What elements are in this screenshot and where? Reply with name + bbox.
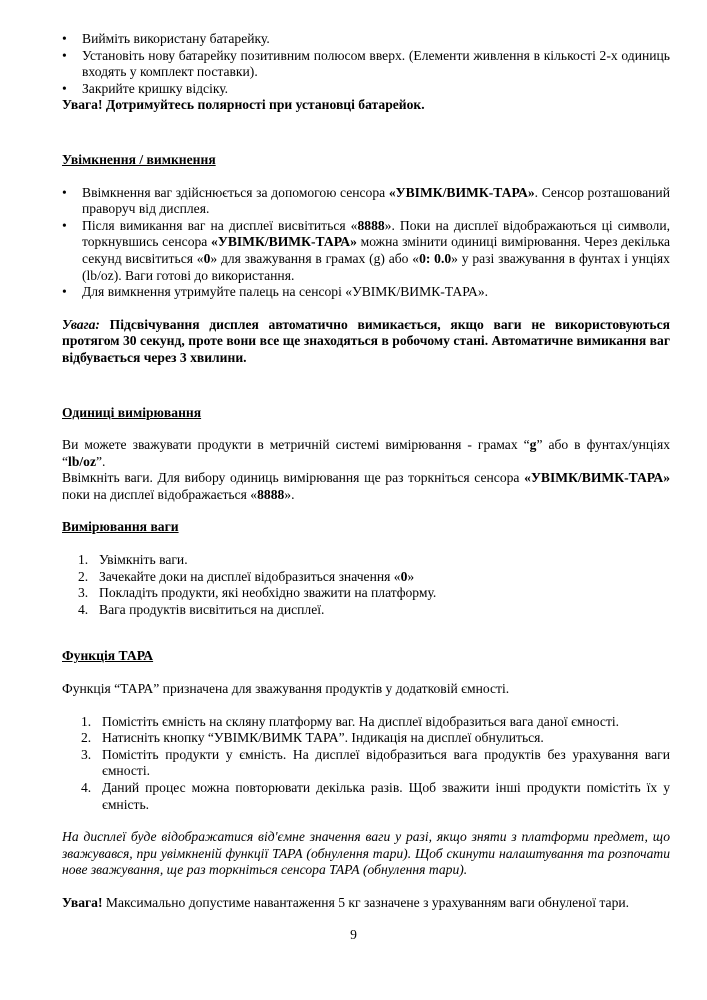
document-page (62, 31, 670, 912)
list-item: • Для вимкнення утримуйте палець на сенсорі «УВІМК/ВИМК-ТАРА». (62, 284, 670, 301)
weighing-steps-list (62, 552, 670, 618)
section-heading-weighing: Вимірювання ваги (62, 519, 179, 535)
battery-warning: Увага! Дотримуйтесь полярності при установці батарейок. (62, 97, 425, 113)
list-item: 4. Вага продуктів висвітиться на дисплеї. (78, 601, 325, 617)
list-item: • Установіть нову батарейку позитивним полюсом вверх. (Елементи живлення в кількості 2-х одиниць входять у комплект поставки). (62, 48, 670, 81)
tare-intro: Функція “ТАРА” призначена для зважування продуктів у додатковій ємності. (62, 681, 510, 697)
page-number: 9 (350, 927, 357, 942)
tare-warning: Увага! Максимально допустиме навантаження 5 кг зазначене з урахуванням ваги обнуленої тари. (62, 894, 630, 910)
list-item: • Закрийте кришку відсіку. (62, 81, 670, 98)
list-item: • Вийміть використану батарейку. (62, 31, 670, 48)
power-list (62, 185, 670, 301)
list-item: 2. Зачекайте доки на дисплеї відобразиться значення «0» (78, 568, 415, 584)
list-item: 3. Покладіть продукти, які необхідно зважити на платформу. (78, 585, 437, 601)
list-item: 3. Помістіть продукти у ємність. На дисплеї відобразиться вага продуктів без урахування ваги ємності. (81, 746, 670, 779)
list-item: 1. Помістіть ємність на скляну платформу ваг. На дисплеї відобразиться вага даної ємності. (81, 713, 620, 729)
section-heading-units: Одиниці вимірювання (62, 404, 202, 420)
tare-steps-list (62, 714, 670, 814)
tare-italic-note: На дисплеї буде відображатися від'ємне значення ваги у разі, якщо зняти з платформи предмет, що зважувався, при увімкненій функції ТАРА (обнулення тари). Щоб скинути налаштування та розпочати нове зважування, ще раз торкніться сенсора ТАРА (обнулення тари). (62, 829, 670, 878)
units-paragraph-1: Ви можете зважувати продукти в метричній системі вимірювання - грамах “g” або в фунтах/унціях “lb/oz”. (62, 437, 670, 469)
list-item: • Ввімкнення ваг здійснюється за допомогою сенсора «УВІМК/ВИМК-ТАРА». Сенсор розташований праворуч від дисплея. (62, 185, 670, 218)
section-heading-tare: Функція ТАРА (62, 648, 154, 664)
list-item: • Після вимикання ваг на дисплеї висвітиться «8888». Поки на дисплеї відображаються ці символи, торкнувшись сенсора «УВІМК/ВИМК-ТАРА» можна змінити одиниці вимірювання. Через декілька секунд висвітиться «0» для зважування в грамах (g) або «0: 0.0» у разі зважування в фунтах і унціях (lb/oz). Ваги готові до використання. (62, 218, 670, 284)
battery-steps-list (62, 31, 670, 97)
power-note: Увага: Підсвічування дисплея автоматично вимикається, якщо ваги не використовуються протягом 30 секунд, проте вони все ще знаходяться в робочому стані. Автоматичне вимикання ваг відбувається через 3 хвилини. (62, 316, 670, 365)
units-paragraph-2: Ввімкніть ваги. Для вибору одиниць вимірювання ще раз торкніться сенсора «УВІМК/ВИМК-ТАРА» поки на дисплеї відображається «8888». (62, 470, 670, 502)
list-item: 4. Даний процес можна повторювати декілька разів. Щоб зважити інші продукти помістіть їх у ємність. (81, 780, 670, 812)
list-item: 1. Увімкніть ваги. (78, 552, 188, 568)
list-item: 2. Натисніть кнопку “УВІМК/ВИМК ТАРА”. Індикація на дисплеї обнулиться. (81, 730, 544, 746)
section-heading-power: Увімкнення / вимкнення (62, 151, 216, 167)
